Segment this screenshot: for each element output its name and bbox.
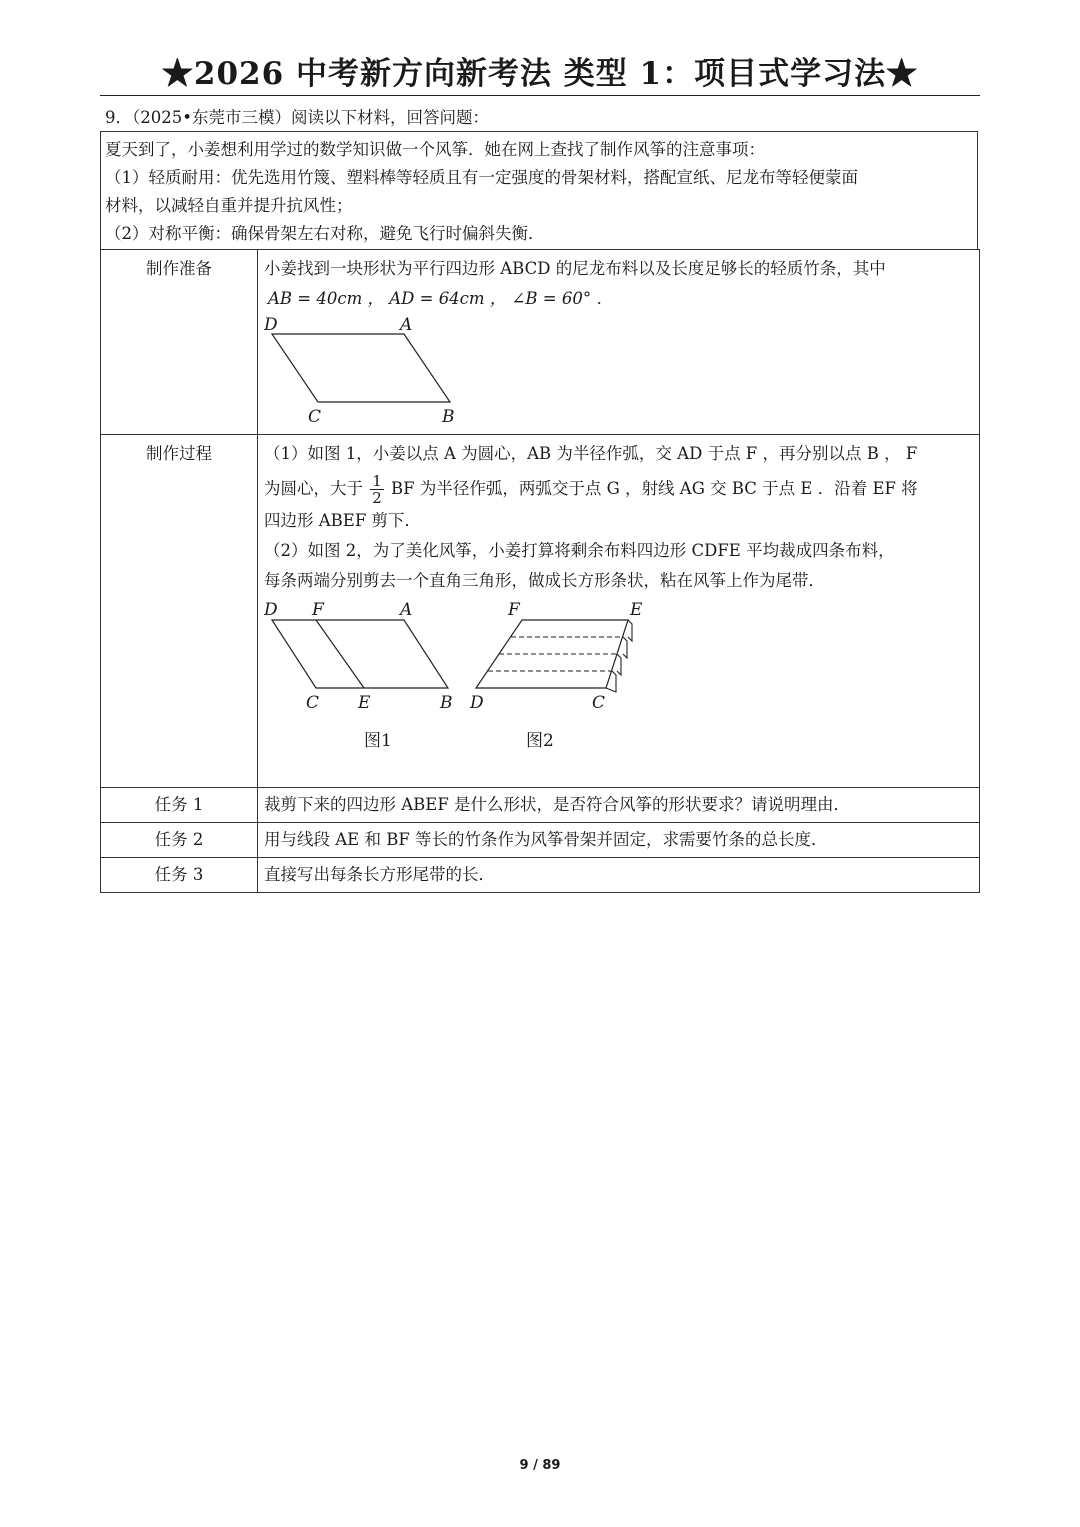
prep-label: 制作准备	[101, 250, 258, 435]
header-divider	[100, 95, 980, 96]
fig1-label-f: F	[312, 600, 324, 620]
question-intro: 9．（2025•东莞市三模）阅读以下材料，回答问题：	[105, 108, 489, 127]
label-c: C	[308, 407, 322, 424]
task-table	[100, 249, 980, 893]
fraction-denominator: 2	[372, 489, 382, 507]
task-3-text: 直接写出每条长方形尾带的长．	[258, 858, 980, 893]
prep-text-2: AB = 40cm ， AD = 64cm ， ∠B = 60° ．	[268, 289, 613, 308]
material-line: （1）轻质耐用：优先选用竹篾、塑料棒等轻质且有一定强度的骨架材料，搭配宣纸、尼龙布等轻便蒙面	[105, 168, 858, 187]
fig2-tab-3	[617, 654, 621, 675]
figures-1-2	[264, 600, 664, 760]
fig1-parallelogram	[272, 620, 448, 688]
material-line: 夏天到了，小姜想利用学过的数学知识做一个风筝．她在网上查找了制作风筝的注意事项：	[105, 140, 765, 159]
step2-line-b: 每条两端分别剪去一个直角三角形，做成长方形条状，粘在风筝上作为尾带．	[264, 571, 825, 590]
material-line: （2）对称平衡：确保骨架左右对称，避免飞行时偏斜失衡．	[105, 224, 545, 243]
task-3-label: 任务 3	[101, 858, 258, 893]
figure-1	[264, 600, 453, 751]
fraction-numerator: 1	[372, 472, 382, 490]
step1-line-c: 四边形 ABEF 剪下．	[264, 511, 422, 530]
row-task-1	[101, 788, 980, 823]
row-process	[101, 435, 980, 788]
fig1-caption: 图1	[364, 731, 392, 751]
fig2-label-f: F	[508, 600, 520, 620]
process-content	[258, 435, 980, 788]
label-a: A	[400, 316, 413, 335]
task-1-text: 裁剪下来的四边形 ABEF 是什么形状，是否符合风筝的形状要求？请说明理由．	[258, 788, 980, 823]
prep-content	[258, 250, 980, 435]
fig1-label-b: B	[440, 693, 453, 713]
material-box	[100, 131, 978, 249]
fig2-label-e: E	[630, 600, 643, 620]
fig1-label-e: E	[358, 693, 371, 713]
fig2-tab-1	[628, 620, 632, 641]
step1-b-post: BF 为半径作弧，两弧交于点 G ，射线 AG 交 BC 于点 E ．沿着 EF 将	[391, 479, 918, 498]
step1-line-a: （1）如图 1，小姜以点 A 为圆心，AB 为半径作弧，交 AD 于点 F ，再分别以点 B ， F	[264, 444, 918, 463]
page-number: 9 / 89	[519, 1458, 561, 1473]
row-prep	[101, 250, 980, 435]
page-title: ★2026 中考新方向新考法 类型 1：项目式学习法★	[161, 56, 919, 92]
fig2-label-c: C	[592, 693, 606, 713]
figure-2	[469, 600, 643, 751]
label-d: D	[264, 316, 278, 335]
task-1-label: 任务 1	[101, 788, 258, 823]
label-b: B	[442, 407, 455, 424]
row-task-3	[101, 858, 980, 893]
fig1-segment-fe	[316, 620, 364, 688]
row-task-2	[101, 823, 980, 858]
step1-b-pre: 为圆心，大于	[264, 479, 363, 498]
task-2-label: 任务 2	[101, 823, 258, 858]
fraction	[370, 473, 384, 506]
process-label: 制作过程	[101, 435, 258, 788]
fig1-label-a: A	[400, 600, 413, 620]
fig2-tab-2	[623, 637, 627, 658]
parallelogram-abcd	[272, 334, 450, 402]
parallelogram-figure	[264, 316, 464, 424]
step2-line-a: （2）如图 2，为了美化风筝，小姜打算将剩余布料四边形 CDFE 平均裁成四条布料，	[264, 541, 895, 560]
fig2-caption: 图2	[526, 731, 554, 751]
material-line: 材料，以减轻自重并提升抗风性；	[105, 196, 353, 215]
fig1-label-c: C	[306, 693, 320, 713]
fig1-label-d: D	[264, 600, 278, 620]
fig2-label-d: D	[470, 693, 484, 713]
task-2-text: 用与线段 AE 和 BF 等长的竹条作为风筝骨架并固定，求需要竹条的总长度．	[258, 823, 980, 858]
prep-text-1: 小姜找到一块形状为平行四边形 ABCD 的尼龙布料以及长度足够长的轻质竹条，其中	[264, 259, 886, 278]
step1-line-b	[264, 473, 975, 506]
